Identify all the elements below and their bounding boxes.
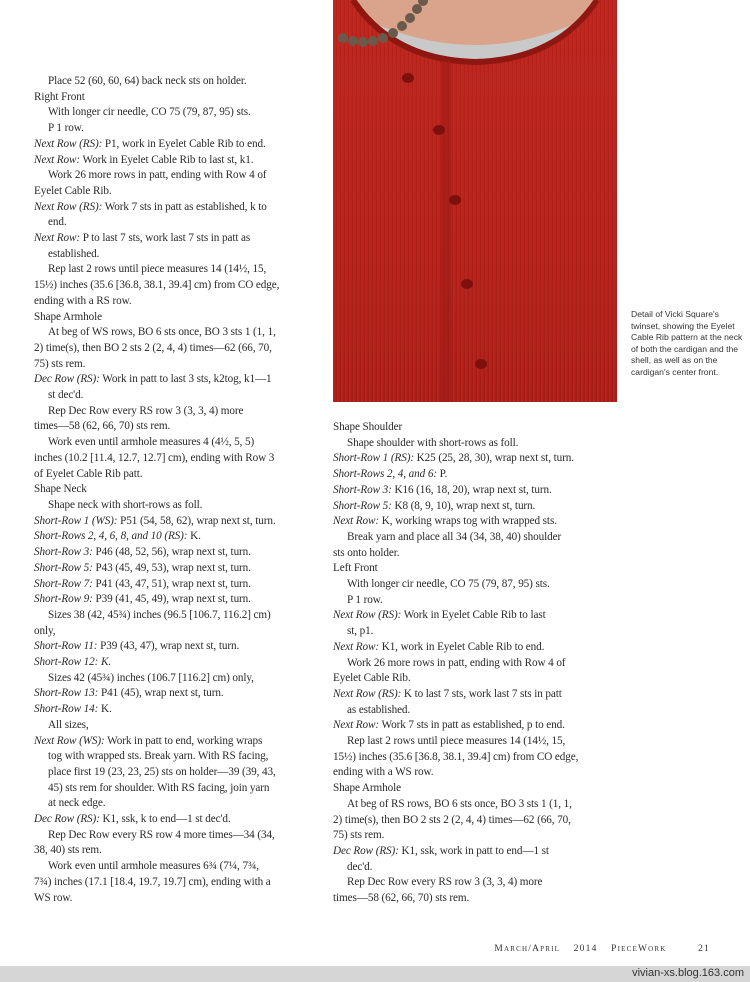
line-text: With longer cir needle, CO 75 (79, 87, 95) sts.	[48, 106, 251, 119]
line-text: K25 (25, 28, 30), wrap next st, turn.	[413, 452, 574, 465]
row-label: Short-Row 3:	[333, 483, 392, 496]
line-text: established.	[48, 247, 100, 260]
text-line	[333, 577, 623, 593]
text-line	[333, 467, 623, 483]
line-text: 38, 40) sts rem.	[34, 844, 102, 857]
line-text: Work 7 sts in patt as established, k to	[102, 200, 267, 213]
row-label: Short-Row 13:	[34, 687, 99, 700]
line-text: 75) sts rem.	[34, 357, 86, 370]
text-line	[333, 514, 623, 530]
row-label: Short-Row 9:	[34, 593, 93, 606]
text-line	[34, 200, 324, 216]
row-label: Next Row (RS):	[333, 609, 402, 622]
row-label: Short-Row 5:	[34, 561, 93, 574]
line-text: Rep last 2 rows until piece measures 14 (14½, 15,	[48, 263, 267, 276]
line-text: tog with wrapped sts. Break yarn. With RS facing,	[48, 750, 269, 763]
text-line	[34, 451, 324, 467]
line-text: K1, work in Eyelet Cable Rib to end.	[379, 640, 545, 653]
line-text: Eyelet Cable Rib.	[333, 672, 411, 685]
line-text: times—58 (62, 66, 70) sts rem.	[333, 892, 470, 905]
line-text: st dec'd.	[48, 389, 84, 402]
text-line	[333, 656, 623, 672]
row-label: Next Row:	[333, 515, 380, 528]
text-line	[34, 325, 324, 341]
sweater-detail-photo	[333, 0, 617, 402]
footer-page-number: 21	[698, 944, 710, 954]
text-line	[34, 655, 324, 671]
text-line	[333, 718, 623, 734]
text-line	[333, 703, 623, 719]
text-line	[34, 734, 324, 750]
text-line	[34, 561, 324, 577]
line-text: P46 (48, 52, 56), wrap next st, turn.	[92, 546, 251, 559]
text-line	[34, 435, 324, 451]
text-line	[333, 844, 623, 860]
text-line	[34, 247, 324, 263]
text-line	[34, 262, 324, 278]
text-line	[333, 499, 623, 515]
text-line	[333, 765, 623, 781]
text-line	[333, 420, 623, 436]
line-text: Work even until armhole measures 6¾ (7¼, 7¾,	[48, 860, 259, 873]
line-text: Work in patt to last 3 sts, k2tog, k1—1	[99, 373, 272, 386]
text-line	[34, 749, 324, 765]
line-text: place first 19 (23, 23, 25) sts on holder—39 (39, 43,	[48, 765, 276, 778]
text-line	[34, 278, 324, 294]
row-label: Dec Row (RS):	[34, 813, 100, 826]
front-placket	[441, 60, 451, 402]
text-line	[34, 388, 324, 404]
line-text: at neck edge.	[48, 797, 106, 810]
text-line	[34, 859, 324, 875]
text-line	[34, 875, 324, 891]
text-line	[34, 184, 324, 200]
row-label: Dec Row (RS):	[34, 373, 100, 386]
text-line	[333, 687, 623, 703]
line-text: Shape shoulder with short-rows as foll.	[347, 436, 519, 449]
line-text: as established.	[347, 703, 411, 716]
row-label: Short-Row 14:	[34, 703, 99, 716]
text-line	[333, 828, 623, 844]
text-line	[34, 545, 324, 561]
text-line	[34, 121, 324, 137]
line-text: sts onto holder.	[333, 546, 400, 559]
line-text: Shape Armhole	[333, 782, 401, 795]
text-line	[333, 451, 623, 467]
line-text: P to last 7 sts, work last 7 sts in patt as	[80, 232, 251, 245]
row-label: Short-Rows 2, 4, and 6:	[333, 468, 437, 481]
text-line	[34, 781, 324, 797]
line-text: Break yarn and place all 34 (34, 38, 40) shoulder	[347, 530, 562, 543]
text-line	[34, 498, 324, 514]
text-line	[333, 860, 623, 876]
text-line	[34, 294, 324, 310]
line-text: Sizes 42 (45¾) inches (106.7 [116.2] cm) only,	[48, 671, 254, 684]
line-text: K1, ssk, k to end—1 st dec'd.	[99, 813, 231, 826]
line-text: dec'd.	[347, 860, 373, 873]
left-text-column	[34, 74, 324, 906]
text-line	[34, 419, 324, 435]
row-label: Short-Row 12: K.	[34, 656, 112, 669]
text-line	[34, 828, 324, 844]
line-text: Work in Eyelet Cable Rib to last st, k1.	[80, 153, 254, 166]
text-line	[34, 608, 324, 624]
line-text: Work in patt to end, working wraps	[104, 734, 263, 747]
text-line	[34, 592, 324, 608]
row-label: Short-Row 11:	[34, 640, 98, 653]
text-line	[34, 404, 324, 420]
line-text: Right Front	[34, 90, 85, 103]
line-text: K.	[98, 703, 112, 716]
text-line	[34, 686, 324, 702]
line-text: K16 (16, 18, 20), wrap next st, turn.	[391, 483, 552, 496]
row-label: Short-Row 1 (WS):	[34, 514, 118, 527]
footer-issue: March/April	[494, 944, 561, 954]
line-text: K8 (8, 9, 10), wrap next st, turn.	[391, 499, 536, 512]
text-line	[34, 624, 324, 640]
line-text: P1, work in Eyelet Cable Rib to end.	[102, 137, 266, 150]
line-text: 75) sts rem.	[333, 829, 385, 842]
text-line	[34, 891, 324, 907]
row-label: Dec Row (RS):	[333, 844, 399, 857]
footer-year: 2014	[573, 944, 598, 954]
line-text: Shape neck with short-rows as foll.	[48, 498, 203, 511]
row-label: Short-Row 1 (RS):	[333, 452, 414, 465]
text-line	[34, 357, 324, 373]
line-text: Left Front	[333, 562, 378, 575]
line-text: Rep last 2 rows until piece measures 14 (14½, 15,	[347, 735, 566, 748]
text-line	[34, 310, 324, 326]
text-line	[34, 796, 324, 812]
watermark-text: vivian-xs.blog.163.com	[632, 967, 744, 979]
text-line	[34, 74, 324, 90]
text-line	[34, 514, 324, 530]
sweater-photo-illustration	[333, 0, 617, 402]
text-line	[333, 624, 623, 640]
right-text-column	[333, 420, 623, 907]
line-text: K.	[187, 530, 201, 543]
text-line	[34, 168, 324, 184]
line-text: K, working wraps tog with wrapped sts.	[379, 515, 557, 528]
line-text: P41 (45), wrap next st, turn.	[98, 687, 224, 700]
text-line	[333, 891, 623, 907]
line-text: Rep Dec Row every RS row 3 (3, 3, 4) more	[48, 404, 244, 417]
line-text: K to last 7 sts, work last 7 sts in patt	[401, 687, 562, 700]
watermark-bar	[0, 966, 750, 982]
line-text: of Eyelet Cable Rib patt.	[34, 467, 143, 480]
text-line	[34, 137, 324, 153]
line-text: st, p1.	[347, 625, 374, 638]
line-text: Shape Neck	[34, 483, 87, 496]
text-line	[34, 639, 324, 655]
line-text: Rep Dec Row every RS row 3 (3, 3, 4) more	[347, 876, 543, 889]
row-label: Next Row (RS):	[34, 200, 103, 213]
text-line	[34, 702, 324, 718]
line-text: P39 (41, 45, 49), wrap next st, turn.	[92, 593, 251, 606]
line-text: 45) sts rem for shoulder. With RS facing, join yarn	[48, 781, 270, 794]
row-label: Next Row:	[34, 232, 81, 245]
text-line	[333, 436, 623, 452]
line-text: 2) time(s), then BO 2 sts 2 (2, 4, 4) times—62 (66, 70,	[333, 813, 571, 826]
row-label: Short-Row 7:	[34, 577, 93, 590]
line-text: At beg of WS rows, BO 6 sts once, BO 3 sts 1 (1, 1,	[48, 326, 276, 339]
row-label: Short-Rows 2, 4, 6, 8, and 10 (RS):	[34, 530, 188, 543]
text-line	[34, 812, 324, 828]
line-text: end.	[48, 216, 67, 229]
row-label: Short-Row 5:	[333, 499, 392, 512]
line-text: Place 52 (60, 60, 64) back neck sts on holder.	[48, 75, 247, 87]
text-line	[333, 875, 623, 891]
text-line	[34, 215, 324, 231]
line-text: 2) time(s), then BO 2 sts 2 (2, 4, 4) times—62 (66, 70,	[34, 341, 272, 354]
text-line	[333, 750, 623, 766]
line-text: P.	[436, 468, 448, 481]
text-line	[34, 482, 324, 498]
row-label: Next Row (RS):	[34, 137, 103, 150]
line-text: ending with a WS row.	[333, 766, 434, 779]
line-text: inches (10.2 [11.4, 12.7, 12.7] cm), ending with Row 3	[34, 451, 275, 464]
page-footer	[484, 944, 710, 954]
row-label: Next Row (WS):	[34, 734, 105, 747]
text-line	[333, 530, 623, 546]
line-text: P 1 row.	[347, 593, 383, 606]
text-line	[34, 467, 324, 483]
text-line	[333, 781, 623, 797]
line-text: K1, ssk, work in patt to end—1 st	[398, 844, 549, 857]
line-text: All sizes,	[48, 718, 89, 731]
line-text: Work 26 more rows in patt, ending with Row 4 of	[48, 169, 267, 182]
text-line	[34, 90, 324, 106]
text-line	[34, 153, 324, 169]
text-line	[333, 797, 623, 813]
text-line	[333, 483, 623, 499]
text-line	[34, 231, 324, 247]
row-label: Next Row:	[333, 640, 380, 653]
line-text: Sizes 38 (42, 45¾) inches (96.5 [106.7, 116.2] cm)	[48, 608, 271, 621]
line-text: Work even until armhole measures 4 (4½, 5, 5)	[48, 436, 255, 449]
line-text: times—58 (62, 66, 70) sts rem.	[34, 420, 171, 433]
text-line	[333, 734, 623, 750]
footer-magazine: PieceWork	[611, 944, 667, 954]
text-line	[333, 593, 623, 609]
row-label: Short-Row 3:	[34, 546, 93, 559]
text-line	[34, 577, 324, 593]
line-text: Shape Shoulder	[333, 421, 403, 433]
line-text: At beg of RS rows, BO 6 sts once, BO 3 sts 1 (1, 1,	[347, 797, 572, 810]
text-line	[34, 372, 324, 388]
text-line	[333, 561, 623, 577]
text-line	[333, 640, 623, 656]
line-text: Eyelet Cable Rib.	[34, 184, 112, 197]
text-line	[34, 843, 324, 859]
line-text: Work 26 more rows in patt, ending with Row 4 of	[347, 656, 566, 669]
line-text: P43 (45, 49, 53), wrap next st, turn.	[92, 561, 251, 574]
text-line	[34, 671, 324, 687]
text-line	[333, 608, 623, 624]
photo-caption: Detail of Vicki Square's twinset, showing the Eyelet Cable Rib pattern at the neck of both the cardigan and the shell, as well as on the cardigan's center front.	[631, 309, 743, 377]
text-line	[333, 813, 623, 829]
line-text: P39 (43, 47), wrap next st, turn.	[97, 640, 240, 653]
line-text: 7¾) inches (17.1 [18.4, 19.7, 19.7] cm), ending with a	[34, 875, 271, 888]
text-line	[34, 341, 324, 357]
text-line	[34, 529, 324, 545]
line-text: Rep Dec Row every RS row 4 more times—34 (34,	[48, 828, 275, 841]
row-label: Next Row:	[333, 719, 380, 732]
line-text: Work 7 sts in patt as established, p to end.	[379, 719, 565, 732]
line-text: P41 (43, 47, 51), wrap next st, turn.	[92, 577, 251, 590]
line-text: only,	[34, 624, 56, 637]
line-text: Shape Armhole	[34, 310, 102, 323]
line-text: P51 (54, 58, 62), wrap next st, turn.	[117, 514, 276, 527]
text-line	[34, 765, 324, 781]
line-text: P 1 row.	[48, 122, 84, 135]
row-label: Next Row:	[34, 153, 81, 166]
line-text: Work in Eyelet Cable Rib to last	[401, 609, 546, 622]
line-text: 15½) inches (35.6 [36.8, 38.1, 39.4] cm) from CO edge,	[34, 279, 280, 292]
text-line	[34, 718, 324, 734]
line-text: WS row.	[34, 891, 73, 904]
text-line	[333, 546, 623, 562]
line-text: ending with a RS row.	[34, 294, 132, 307]
line-text: With longer cir needle, CO 75 (79, 87, 95) sts.	[347, 578, 550, 591]
line-text: 15½) inches (35.6 [36.8, 38.1, 39.4] cm) from CO edge,	[333, 750, 579, 763]
text-line	[333, 671, 623, 687]
text-line	[34, 105, 324, 121]
row-label: Next Row (RS):	[333, 687, 402, 700]
